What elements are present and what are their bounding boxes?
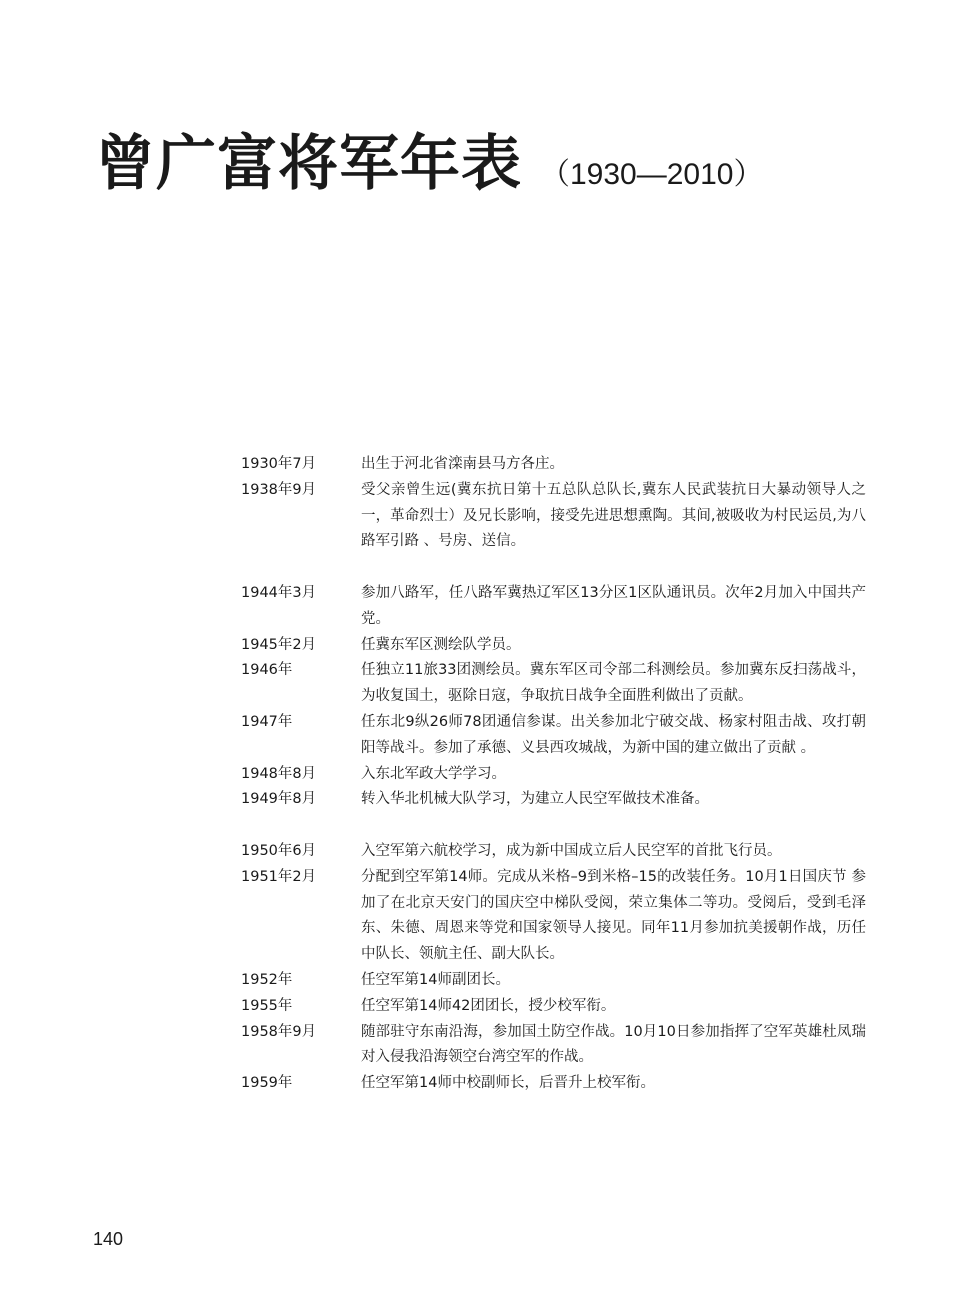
timeline-entry bbox=[241, 968, 866, 994]
entry-text: 入东北军政大学学习。 bbox=[361, 765, 506, 782]
entry-date: 1930年7月 bbox=[241, 456, 317, 472]
entry-text: 出生于河北省滦南县马方各庄。 bbox=[361, 456, 564, 472]
entry-text: 任空军第14师副团长。 bbox=[361, 971, 510, 988]
timeline-entry bbox=[241, 478, 866, 555]
entry-text: 转入华北机械大队学习，为建立人民空军做技术准备。 bbox=[361, 791, 709, 808]
entry-text: 任冀东军区测绘队学员。 bbox=[361, 636, 521, 653]
timeline-entry bbox=[241, 865, 866, 968]
timeline-entry bbox=[241, 839, 866, 865]
page-number: 140 bbox=[93, 1229, 124, 1249]
timeline-entry bbox=[241, 762, 866, 788]
timeline-entry bbox=[241, 1020, 866, 1072]
entry-date: 1945年2月 bbox=[241, 636, 317, 653]
entry-text: 任独立11旅33团测绘员。冀东军区司令部二科测绘员。参加冀东反扫荡战斗，为收复国土，驱除日寇，争取抗日战争全面胜利做出了贡献。 bbox=[361, 662, 866, 705]
entry-date: 1949年8月 bbox=[241, 791, 317, 808]
entry-date: 1947年 bbox=[241, 713, 293, 730]
title-year-range: （1930—2010） bbox=[540, 158, 764, 191]
entry-date: 1938年9月 bbox=[241, 481, 317, 498]
entry-text: 任空军第14师42团团长，授少校军衔。 bbox=[361, 997, 616, 1014]
entry-text: 任空军第14师中校副师长，后晋升上校军衔。 bbox=[361, 1075, 655, 1092]
entry-text: 随部驻守东南沿海，参加国土防空作战。10月10日参加指挥了空军英雄杜凤瑞对入侵我沿海领空台湾空军的作战。 bbox=[361, 1023, 866, 1066]
entry-date: 1952年 bbox=[241, 971, 293, 988]
timeline bbox=[241, 452, 866, 1097]
entry-date: 1959年 bbox=[241, 1075, 293, 1092]
page-title: 曾广富将军年表 bbox=[95, 129, 522, 199]
entry-date: 1948年8月 bbox=[241, 765, 317, 782]
entry-date: 1950年6月 bbox=[241, 842, 317, 859]
timeline-entry bbox=[241, 581, 866, 633]
entry-date: 1946年 bbox=[241, 662, 293, 679]
page-title-block bbox=[95, 129, 764, 199]
timeline-entry bbox=[241, 710, 866, 762]
entry-text: 参加八路军，任八路军冀热辽军区13分区1区队通讯员。次年2月加入中国共产党。 bbox=[361, 584, 866, 627]
timeline-entry bbox=[241, 633, 866, 659]
timeline-entry bbox=[241, 787, 866, 813]
entry-text: 受父亲曾生远(冀东抗日第十五总队总队长,冀东人民武装抗日大暴动领导人之一，革命烈士）及兄长影响，接受先进思想熏陶。其间,被吸收为村民运员,为八路军引路 、号房、送信。 bbox=[361, 481, 866, 550]
timeline-entry bbox=[241, 452, 866, 478]
entry-text: 任东北9纵26师78团通信参谋。出关参加北宁破交战、杨家村阻击战、攻打朝阳等战斗。参加了承德、义县西攻城战，为新中国的建立做出了贡献 。 bbox=[361, 713, 866, 756]
timeline-entry bbox=[241, 658, 866, 710]
timeline-entry bbox=[241, 1071, 866, 1097]
entry-date: 1944年3月 bbox=[241, 584, 317, 601]
entry-text: 分配到空军第14师。完成从米格–9到米格–15的改装任务。10月1日国庆节 参加了在北京天安门的国庆空中梯队受阅，荣立集体二等功。受阅后，受到毛泽东、朱德、周恩来等党和国家领导人接见。同年11月参加抗美援朝作战，历任中队长、领航主任、副大队长。 bbox=[361, 868, 866, 963]
entry-date: 1955年 bbox=[241, 997, 293, 1014]
entry-text: 入空军第六航校学习，成为新中国成立后人民空军的首批飞行员。 bbox=[361, 842, 782, 859]
entry-date: 1951年2月 bbox=[241, 868, 317, 885]
entry-date: 1958年9月 bbox=[241, 1023, 317, 1040]
timeline-entry bbox=[241, 994, 866, 1020]
